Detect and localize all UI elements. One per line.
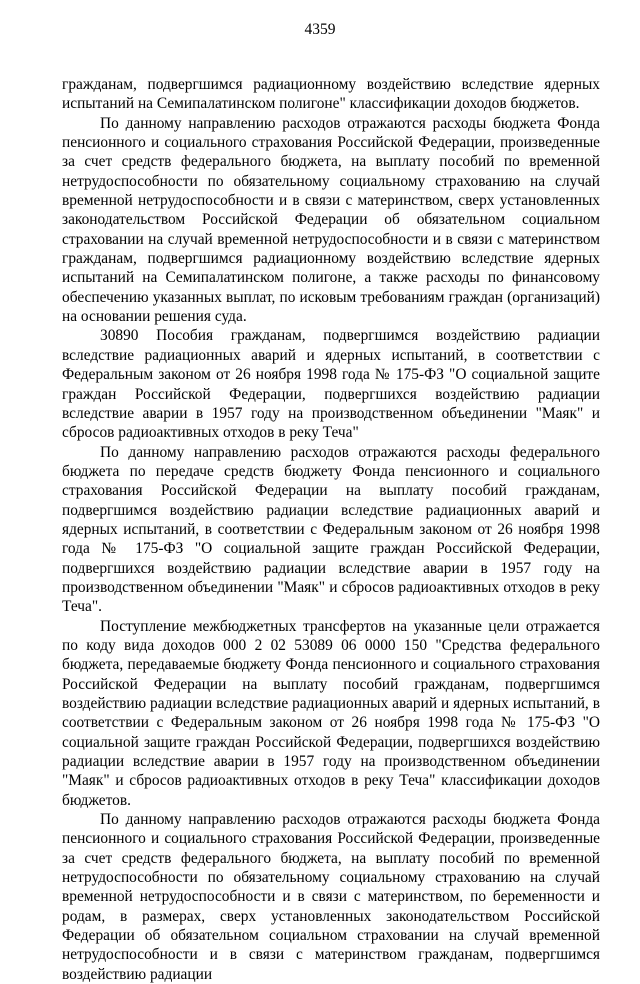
paragraph-fund-expenses: По данному направлению расходов отражаются расходы бюджета Фонда пенсионного и социального страхования Российской Федерации, произведенные за счет средств федерального бюджета, на выплату пособий по временной нетрудоспособности по обязательному социальному страхованию на случай временной нетрудоспособности и в связи с материнством, по беременности и родам, в размерах, сверх установленных законодательством Российской Федерации об обязательном социальном страховании на случай временной нетрудоспособности и в связи с материнством гражданам, подвергшимся воздействию радиации [62,811,600,983]
page-number: 4359 [304,21,336,38]
paragraph-code-30890-heading: 30890 Пособия гражданам, подвергшимся воздействию радиации вследствие радиационных аварий и ядерных испытаний, в соответствии с Федеральным законом от 26 ноября 1998 года № 175-ФЗ "О социальной защите граждан Российской Федерации, подвергшихся воздействию радиации вследствие аварии в 1957 году на производственном объединении "Маяк" и сбросов радиоактивных отходов в реку Теча" [62,327,600,442]
paragraph-federal-budget-transfer: По данному направлению расходов отражаются расходы федерального бюджета по передаче средств бюджету Фонда пенсионного и социального страхования Российской Федерации на выплату пособий гражданам, подвергшимся воздействию радиации вследствие радиационных аварий и ядерных испытаний, в соответствии с Федеральным законом от 26 ноября 1998 года № 175-ФЗ "О социальной защите граждан Российской Федерации, подвергшихся воздействию радиации вследствие аварии в 1957 году на производственном объединении "Маяк" и сбросов радиоактивных отходов в реку Теча". [62,443,600,616]
body-text [62,75,600,984]
paragraph-continuation: гражданам, подвергшимся радиационному воздействию вследствие ядерных испытаний на Семипалатинском полигоне" классификации доходов бюджетов. [62,76,600,113]
paragraph-revenue-code: Поступление межбюджетных трансфертов на указанные цели отражается по коду вида доходов 000 2 02 53089 06 0000 150 "Средства федерального бюджета, передаваемые бюджету Фонда пенсионного и социального страхования Российской Федерации на выплату пособий гражданам, подвергшимся воздействию радиации вследствие радиационных аварий и ядерных испытаний, в соответствии с Федеральным законом от 26 ноября 1998 года № 175-ФЗ "О социальной защите граждан Российской Федерации, подвергшихся воздействию радиации вследствие аварии в 1957 году на производственном объединении "Маяк" и сбросов радиоактивных отходов в реку Теча" классификации доходов бюджетов. [62,617,600,809]
paragraph-expenses-semipalatinsk: По данному направлению расходов отражаются расходы бюджета Фонда пенсионного и социального страхования Российской Федерации, произведенные за счет средств федерального бюджета, на выплату пособий по временной нетрудоспособности по обязательному социальному страхованию на случай временной нетрудоспособности и в связи с материнством, сверх установленных законодательством Российской Федерации об обязательном социальном страховании на случай временной нетрудоспособности и в связи с материнством гражданам, подвергшимся радиационному воздействию вследствие ядерных испытаний на Семипалатинском полигоне, а также расходы по финансовому обеспечению указанных выплат, по исковым требованиям граждан (организаций) на основании решения суда. [62,114,600,326]
